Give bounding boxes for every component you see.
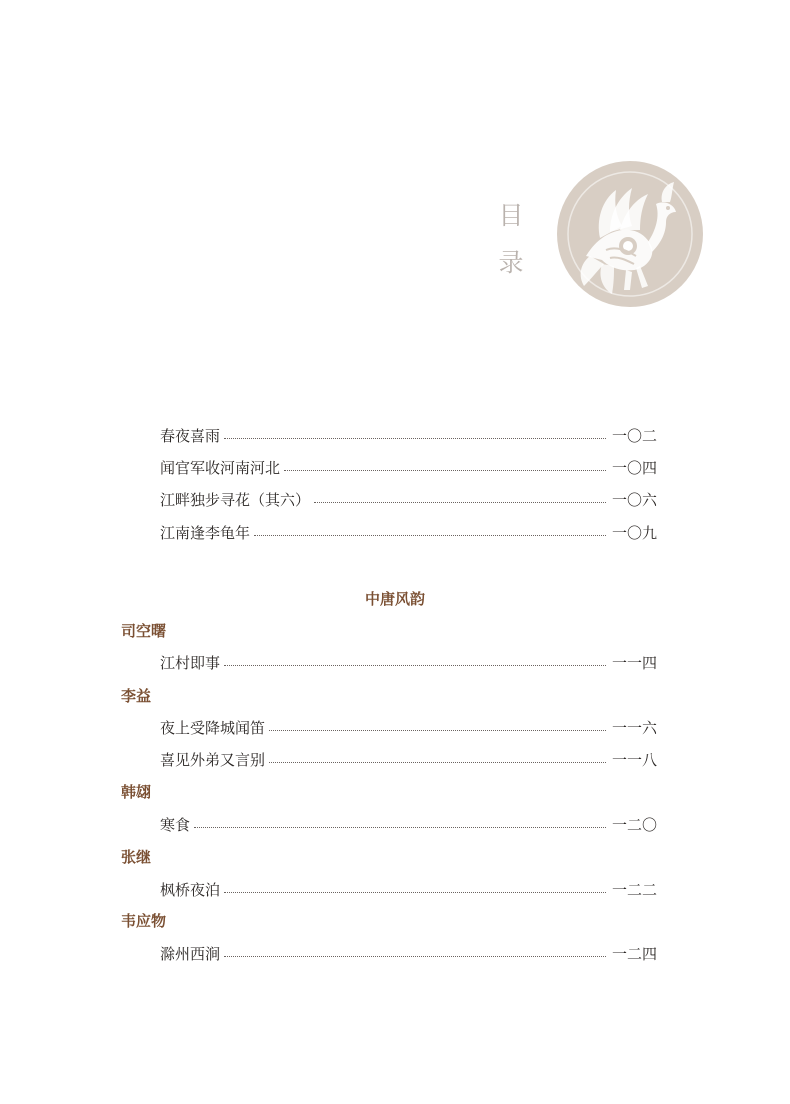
entry-page-number: 一一八 xyxy=(611,750,657,769)
entry-page-number: 一二二 xyxy=(611,880,657,899)
author-name: 韩翃 xyxy=(121,783,152,801)
toc-entry[interactable] xyxy=(160,456,657,478)
entry-page-number: 一〇六 xyxy=(611,490,657,509)
entry-title: 江畔独步寻花（其六） xyxy=(160,490,311,509)
entry-page-number: 一二四 xyxy=(611,944,657,963)
dot-leader xyxy=(224,664,606,666)
entry-title: 闻官军收河南河北 xyxy=(160,458,281,477)
entry-page-number: 一二〇 xyxy=(611,815,657,834)
dot-leader xyxy=(269,729,606,731)
toc-entry[interactable] xyxy=(160,942,657,964)
entry-title: 枫桥夜泊 xyxy=(160,880,221,899)
toc-heading xyxy=(497,202,533,296)
toc-entry[interactable] xyxy=(160,878,657,900)
entry-title: 喜见外弟又言别 xyxy=(160,750,266,769)
dot-leader xyxy=(254,534,606,536)
toc-entry[interactable] xyxy=(160,488,657,510)
toc-entry[interactable] xyxy=(160,748,657,770)
toc-entry[interactable] xyxy=(160,651,657,673)
entry-title: 春夜喜雨 xyxy=(160,426,221,445)
entry-title: 滁州西涧 xyxy=(160,944,221,963)
dot-leader xyxy=(224,891,606,893)
toc-heading-char-2: 录 xyxy=(495,249,524,296)
entry-page-number: 一一四 xyxy=(611,653,657,672)
author-name: 李益 xyxy=(121,687,152,705)
dot-leader xyxy=(194,826,606,828)
dot-leader xyxy=(224,955,606,957)
author-name: 张继 xyxy=(121,848,152,866)
phoenix-seal-icon xyxy=(556,160,704,308)
entry-page-number: 一〇二 xyxy=(611,426,657,445)
dot-leader xyxy=(284,469,606,471)
author-name: 司空曙 xyxy=(121,622,167,640)
entry-page-number: 一〇四 xyxy=(611,458,657,477)
entry-title: 寒食 xyxy=(160,815,191,834)
entry-page-number: 一一六 xyxy=(611,718,657,737)
entry-title: 夜上受降城闻笛 xyxy=(160,718,266,737)
toc-heading-char-1: 目 xyxy=(495,202,524,249)
dot-leader xyxy=(224,437,606,439)
dot-leader xyxy=(269,761,606,763)
toc-entry[interactable] xyxy=(160,716,657,738)
toc-entry[interactable] xyxy=(160,424,657,446)
entry-title: 江南逢李龟年 xyxy=(160,523,251,542)
entry-page-number: 一〇九 xyxy=(611,523,657,542)
toc-entry[interactable] xyxy=(160,521,657,543)
entry-title: 江村即事 xyxy=(160,653,221,672)
toc-entry[interactable] xyxy=(160,813,657,835)
section-heading: 中唐风韵 xyxy=(364,590,425,608)
author-name: 韦应物 xyxy=(121,912,167,930)
dot-leader xyxy=(314,501,606,503)
